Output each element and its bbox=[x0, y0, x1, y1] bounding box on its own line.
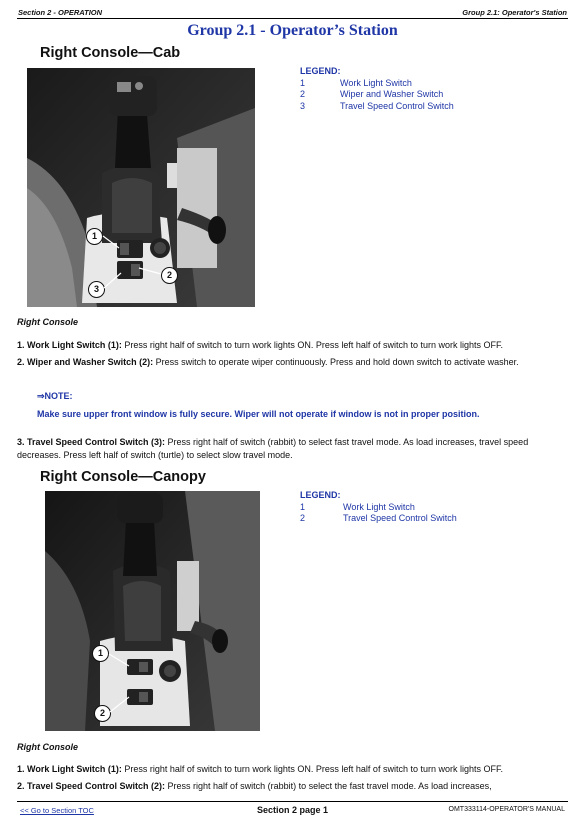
cab-legend bbox=[300, 66, 454, 112]
canopy-caption: Right Console bbox=[17, 742, 78, 752]
page-title: Group 2.1 - Operator’s Station bbox=[187, 22, 398, 39]
callout-leaders bbox=[45, 491, 260, 731]
cab-item-3: 3. Travel Speed Control Switch (3): Press right half of switch (rabbit) to select fast travel mode. As load increases, travel speed decreases. Press left half of switch (turtle) to select slow travel mode. bbox=[17, 437, 529, 460]
legend-item: 1 Work Light Switch bbox=[300, 77, 412, 88]
callout-leaders bbox=[27, 68, 255, 307]
canopy-item-2: 2. Travel Speed Control Switch (2): Press right half of switch (rabbit) to select the fast travel mode. As load increases, bbox=[17, 781, 492, 791]
legend-item: 2 Wiper and Washer Switch bbox=[300, 89, 444, 100]
manual-id: OMT333114-OPERATOR'S MANUAL bbox=[448, 806, 565, 813]
cab-console-photo bbox=[27, 68, 255, 307]
callout-2: 2 bbox=[161, 267, 178, 284]
cab-item-1: 1. Work Light Switch (1): Press right half of switch to turn work lights ON. Press left half of switch to turn work lights OFF. bbox=[17, 340, 503, 350]
legend-header: LEGEND: bbox=[300, 66, 341, 76]
canopy-section-title: Right Console—Canopy bbox=[40, 469, 206, 485]
callout-1: 1 bbox=[92, 645, 109, 662]
canopy-item-1: 1. Work Light Switch (1): Press right half of switch to turn work lights ON. Press left half of switch to turn work lights OFF. bbox=[17, 764, 503, 774]
cab-section-title: Right Console—Cab bbox=[40, 45, 181, 61]
header-group: Group 2.1: Operator's Station bbox=[462, 8, 567, 17]
note-text: Make sure upper front window is fully secure. Wiper will not operate if window is not in proper position. bbox=[37, 409, 480, 419]
page-number: Section 2 page 1 bbox=[256, 805, 329, 815]
canopy-legend bbox=[300, 490, 457, 525]
section-toc-link[interactable]: << Go to Section TOC bbox=[20, 806, 94, 815]
legend-header: LEGEND: bbox=[300, 490, 341, 500]
header-divider bbox=[17, 18, 568, 19]
header-section: Section 2 - OPERATION bbox=[18, 8, 103, 17]
legend-item: 3 Travel Speed Control Switch bbox=[300, 100, 454, 111]
cab-item-2: 2. Wiper and Washer Switch (2): Press switch to operate wiper continuously. Press and hold down switch to activate washer. bbox=[17, 357, 519, 367]
canopy-console-photo bbox=[45, 491, 260, 731]
legend-item: 1 Work Light Switch bbox=[300, 501, 415, 512]
callout-3: 3 bbox=[88, 281, 105, 298]
legend-item: 2 Travel Speed Control Switch bbox=[300, 513, 457, 524]
note-header: ⇒NOTE: bbox=[37, 391, 73, 401]
footer-divider bbox=[17, 801, 568, 802]
callout-1: 1 bbox=[86, 228, 103, 245]
callout-2: 2 bbox=[94, 705, 111, 722]
cab-caption: Right Console bbox=[17, 317, 78, 327]
